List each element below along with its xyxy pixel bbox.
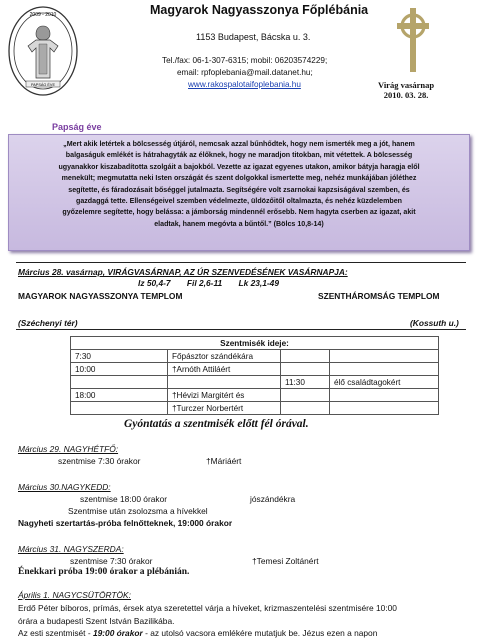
wednesday-mass: szentmise 7:30 órakor (70, 556, 153, 566)
confession-note: Gyóntatás a szentmisék előtt fél órával. (124, 418, 309, 430)
tuesday-vespers: Szentmise után zsolozsma a hívekkel (68, 506, 208, 516)
church2-location: (Kossuth u.) (410, 318, 459, 328)
liturgical-day (378, 80, 434, 100)
quote-line: ugyanakkor kiszabadította szolgáit a bajokból. Vezette az igazat egyenes utakon, amikor bátyja haragja elől (58, 162, 420, 171)
priest-year-heading: Papság éve (52, 122, 102, 132)
table-row (71, 350, 439, 363)
church2-intention (330, 350, 439, 363)
reading-1: Iz 50,4-7 (138, 278, 171, 288)
svg-text:2009 - 2010: 2009 - 2010 (29, 12, 57, 18)
table-row (71, 402, 439, 415)
reading-2: Fil 2,6-11 (186, 278, 223, 288)
celtic-cross-icon (393, 6, 433, 74)
church1-time: 7:30 (71, 350, 168, 363)
monday-intention: †Máriáért (206, 456, 242, 466)
church1-location: (Széchenyi tér) (18, 318, 78, 328)
quote-line: „Mert akik letértek a bölcsesség útjáról, nemcsak azzal bűnhődtek, hogy nem ismerték meg a jót, hanem (63, 140, 415, 148)
church1-time (71, 402, 168, 415)
evening-mass-time: 19:00 órakor (92, 628, 143, 638)
church2-time (281, 363, 330, 376)
sunday-readings (138, 278, 293, 288)
parish-title: Magyarok Nagyasszonya Főplébánia (150, 3, 369, 17)
church2-intention (330, 363, 439, 376)
church1-time: 18:00 (71, 389, 168, 402)
issue-date: 2010. 03. 28. (383, 90, 429, 100)
church2-time (281, 350, 330, 363)
parish-phone-line: Tel./fax: 06-1-307-6315; mobil: 06203574229; (162, 56, 328, 65)
church1-intention (168, 376, 281, 389)
sunday-heading: Március 28. vasárnap, VIRÁGVASÁRNAP, AZ ÚR SZENVEDÉSÉNEK VASÁRNAPJA: (18, 267, 348, 277)
mass-table-header: Szentmisék ideje: (71, 337, 439, 350)
quote-line: gazdaggá tette. Ellenségeivel szemben védelmezte, üldözőitől oltalmazta, és nehéz küzdelemben (75, 197, 402, 206)
quote-line: menekült; megmutatta neki Isten országát és szent dolgokkal ismertette meg, nehéz munkájában jóléthez (61, 174, 417, 183)
church2-intention (330, 402, 439, 415)
church1-intention: †Hévizi Margitért és (168, 389, 281, 402)
church1-intention: Főpásztor szándékára (168, 350, 281, 363)
church2-time (281, 389, 330, 402)
thursday-line: Erdő Péter bíboros, prímás, érsek atya szeretettel várja a híveket, krizmaszentelési szentmisére 10:00 (18, 603, 397, 613)
parish-website-link[interactable]: www.rakospalotaifoplebania.hu (188, 80, 301, 89)
wednesday-choir: Énekkari próba 19:00 órakor a plébánián. (18, 567, 190, 577)
church2-time (281, 402, 330, 415)
tuesday-rehearsal: Nagyheti szertartás-próba felnőtteknek, 19:000 órakor (18, 518, 233, 528)
day-name: Virág vasárnap (378, 80, 435, 90)
quote-line: eladtak, hanem megóvta a bűntől.” (Bölcs 10,8-14) (154, 219, 324, 228)
church2-intention: élő családtagokért (330, 376, 439, 389)
tuesday-intention: jószándékra (250, 494, 296, 504)
thursday-line (18, 627, 466, 640)
section-divider (16, 329, 466, 330)
section-divider (16, 262, 466, 263)
wednesday-intention: †Temesi Zoltánért (252, 556, 319, 566)
quote-line: segítette, és fáradozásait bőséggel jutalmazta. Segítségére volt zsarnokai kapzsiságával szemben, és (68, 185, 410, 194)
papsag-eve-seal-logo (6, 4, 80, 98)
thursday-heading: Április 1. NAGYCSÜTÖRTÖK: (18, 590, 131, 600)
quote-line: győzelemre segítette, hogy belássa: a jámborság mindennél erősebb. Nem hagyta cserben az igazat, akit (62, 208, 416, 217)
church1-intention: †Turczer Norbertért (168, 402, 281, 415)
church1-name: MAGYAROK NAGYASSZONYA TEMPLOM (18, 291, 183, 301)
quote-line: balgaságuk emlékét is hátrahagyták az élőknek, hogy ne maradjon titokban, mit vétettek. A bölcsesség (65, 151, 413, 160)
parish-email-line: email: rpfoplebania@mail.datanet.hu; (177, 68, 313, 77)
evening-mass-intro: Az esti szentmisét - (18, 628, 93, 638)
reading-3: Lk 23,1-49 (238, 278, 279, 288)
svg-text:PAPSÁG ÉVE: PAPSÁG ÉVE (31, 83, 55, 87)
thursday-line: órára a budapesti Szent István Bazilikába. (18, 615, 175, 626)
scripture-quote-box (8, 134, 470, 251)
church2-time: 11:30 (281, 376, 330, 389)
church2-intention (330, 389, 439, 402)
evening-mass-rest: - az utolsó vacsora emlékére mutatjuk be. Jézus ezen a napon (142, 628, 378, 638)
table-row (71, 389, 439, 402)
monday-mass: szentmise 7:30 órakor (58, 456, 141, 466)
tuesday-heading: Március 30.NAGYKEDD: (18, 482, 111, 492)
monday-heading: Március 29. NAGYHÉTFŐ: (18, 444, 119, 454)
thursday-text (18, 602, 466, 640)
table-header-row (71, 337, 439, 350)
table-row (71, 376, 439, 389)
church2-name: SZENTHÁROMSÁG TEMPLOM (318, 291, 440, 301)
mass-schedule-table (70, 336, 439, 415)
parish-address: 1153 Budapest, Bácska u. 3. (196, 32, 311, 42)
church1-time: 10:00 (71, 363, 168, 376)
wednesday-heading: Március 31. NAGYSZERDA: (18, 544, 124, 554)
table-row (71, 363, 439, 376)
church1-intention: †Arnóth Attiláért (168, 363, 281, 376)
tuesday-mass: szentmise 18:00 órakor (80, 494, 168, 504)
church1-time (71, 376, 168, 389)
